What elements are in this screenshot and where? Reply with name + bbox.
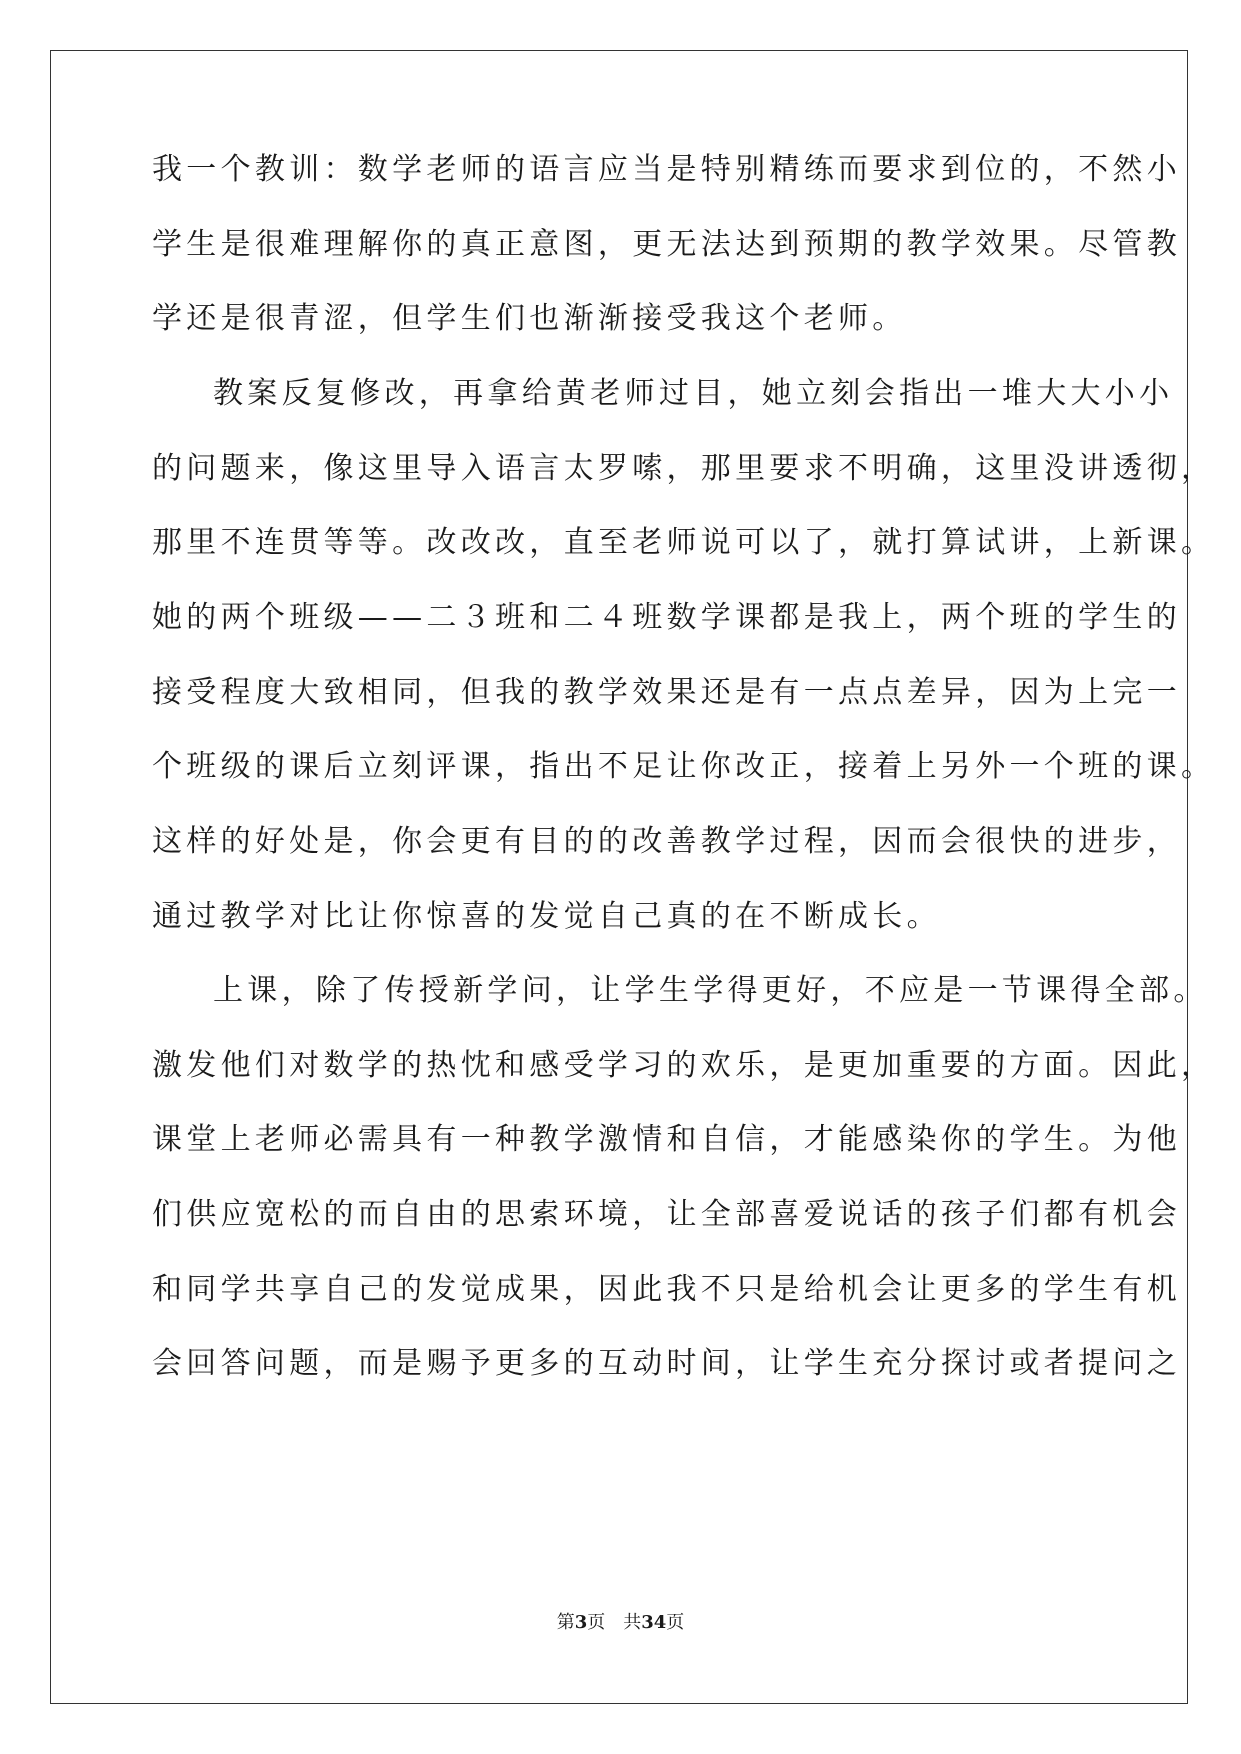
- paragraph-first-line: 上课，除了传授新学问，让学生学得更好，不应是一节课得全部。: [213, 973, 1208, 1008]
- page-number: 3: [574, 1612, 588, 1633]
- text-line: 学还是很青涩，但学生们也渐渐接受我这个老师。: [152, 301, 907, 336]
- page-footer: [0, 1612, 1241, 1634]
- page-prefix: 第: [556, 1612, 575, 1633]
- paragraph-first-line: 教案反复修改，再拿给黄老师过目，她立刻会指出一堆大大小小: [213, 376, 1174, 411]
- text-line: 们供应宽松的而自由的思索环境，让全部喜爱说话的孩子们都有机会: [152, 1197, 1181, 1232]
- text-line: 那里不连贯等等。改改改，直至老师说可以了，就打算试讲，上新课。: [152, 525, 1216, 560]
- total-pages: 34: [641, 1612, 667, 1633]
- text-line: 和同学共享自己的发觉成果，因此我不只是给机会让更多的学生有机: [152, 1272, 1181, 1307]
- page-unit: 页: [587, 1612, 606, 1633]
- text-line: 学生是很难理解你的真正意图，更无法达到预期的教学效果。尽管教: [152, 227, 1181, 262]
- total-prefix: 共: [623, 1612, 642, 1633]
- total-unit: 页: [666, 1612, 685, 1633]
- text-line: 我一个教训：数学老师的语言应当是特别精练而要求到位的，不然小: [152, 152, 1181, 187]
- text-line: 她的两个班级——二３班和二４班数学课都是我上，两个班的学生的: [152, 600, 1181, 635]
- text-line: 通过教学对比让你惊喜的发觉自己真的在不断成长。: [152, 899, 941, 934]
- text-line: 个班级的课后立刻评课，指出不足让你改正，接着上另外一个班的课。: [152, 749, 1216, 784]
- text-line: 课堂上老师必需具有一种教学激情和自信，才能感染你的学生。为他: [152, 1122, 1181, 1157]
- page-border: [50, 50, 1188, 1704]
- text-line: 的问题来，像这里导入语言太罗嗦，那里要求不明确，这里没讲透彻，: [152, 451, 1216, 486]
- text-line: 激发他们对数学的热忱和感受学习的欢乐，是更加重要的方面。因此，: [152, 1048, 1216, 1083]
- text-line: 接受程度大致相同，但我的教学效果还是有一点点差异，因为上完一: [152, 675, 1181, 710]
- text-line: 会回答问题，而是赐予更多的互动时间，让学生充分探讨或者提问之: [152, 1346, 1181, 1381]
- text-line: 这样的好处是，你会更有目的的改善教学过程，因而会很快的进步，: [152, 824, 1181, 859]
